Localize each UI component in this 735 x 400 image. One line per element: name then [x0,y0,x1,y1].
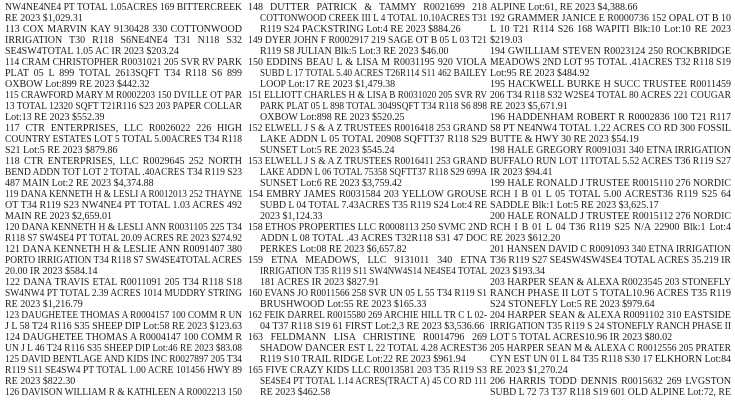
entry-line-text: RE 2023 $1,270.24 [490,365,568,376]
entry-line [248,288,487,299]
entry-line-text: 154 EMBRY JAMES R0031584 203 YELLOW GROUSE [248,189,487,200]
entry-line [490,288,731,299]
entry-line-text: SUBD L 72 73 T37 R118 S19 601 OLD ALPINE Lot:72, RE [490,387,731,398]
entry-line [248,376,487,387]
listing-entry [490,211,731,244]
entry-line [5,310,242,321]
entry-line [248,200,487,211]
entry-line [5,222,242,233]
entry-line-text: 153 ELWELL J S & A Z TRUSTEES R0016411 253 GRAND [248,156,487,167]
entry-line-text: 487 MAIN Lot:2 RE 2023 $4,374.88 [5,178,154,189]
entry-line-text: LAKE ADDN L 05 TOTAL 20908 SQFTT37 R118 S29 [260,134,487,145]
entry-line [248,134,487,145]
listing-entry [490,13,731,46]
entry-line [5,134,242,145]
entry-line [490,211,731,222]
text-column-3 [490,2,731,398]
entry-line-text: BUTTE & HWY 30 RE 2023 $54.19 [490,134,639,145]
entry-line-text: IRRIGATION T30 R118 S6NE4NE4 T31 N118 S32 [5,35,242,46]
entry-line-text: R118 S7 SW4SE4 PT TOTAL 20.09 ACRES RE 2023 $274.92 [5,233,242,244]
entry-line-text: 118 CTR ENTERPRISES, LLC R0029645 252 NORTH [5,156,242,167]
entry-line-text: 126 DAVISON WILLIAM R & KATHLEEN A R0002213 150 [5,387,242,398]
entry-line [5,233,242,244]
listing-entry [5,277,242,310]
entry-line [490,189,731,200]
entry-line-text: 198 HALE GREGORY R0091031 340 ETNA IRRIGATION [490,145,731,156]
entry-line-text: IRRIGATION T35 R119 S11 SW4NW4S14 NE4SE4 TOTAL [260,266,487,277]
listing-entry [248,90,487,123]
entry-line-text: 206 T34 R118 S32 W2SE4 TOTAL 80 ACRES 221 COUGAR [490,90,731,101]
entry-line-text: SUBD L 17 TOTAL 5.40 ACRES T26R114 S11 462 BAILEY [260,68,487,79]
entry-line [248,167,487,178]
entry-line [5,211,242,222]
entry-line-text: L 10 T21 R114 S26 168 WAPITI Blk:10 Lot:10 RE 2023 [490,24,731,35]
entry-line-text: 159 ETNA MEADOWS, LLC 9131011 340 ETNA [248,255,487,266]
entry-line-text: RE 2023 $822.30 [5,376,76,387]
entry-line-text: SHADOW DANCER EST L 22 TOTAL 4.28 ACREST36 [260,343,487,354]
entry-line [5,46,242,57]
entry-line [490,134,731,145]
entry-line [490,255,731,266]
listing-entry [5,387,242,398]
entry-line-text: RE 2023 $612.20 [490,233,561,244]
entry-line [5,244,242,255]
entry-line-text: SE4SE4 PT TOTAL 1.14 ACRES(TRACT A) 45 CO RD 111 [260,376,487,387]
listing-entry [248,222,487,255]
entry-line-text: 160 EVANS JO R0011566 258 SVR UN 05 L 55 T34 R119 S1 [248,288,487,299]
entry-line [490,387,731,398]
entry-line [248,365,487,376]
entry-line-text: COUNTRY ESTATES LOT 5 TOTAL 5.00ACRES T34 R118 [5,134,242,145]
entry-line [5,156,242,167]
listing-entry [248,57,487,90]
listing-entry [490,2,731,13]
listing-entry [248,35,487,57]
entry-line [490,101,731,112]
entry-line-text: MEADOWS 2ND LOT 95 TOTAL .41ACRES T32 R118 S19 [490,57,731,68]
entry-line [5,189,242,200]
entry-line [5,299,242,310]
entry-line-text: ALPINE Lot:61, RE 2023 $4,388.66 [490,2,638,13]
entry-line-text: LOT 5 TOTAL ACRES10.96 IR 2023 $80.02 [490,332,673,343]
entry-line-text: 194 GWILLIAM STEVEN R0023124 250 ROCKBRIDGE [490,46,731,57]
entry-line-text: COTTONWOOD CREEK III L 4 TOTAL 10.10ACRES T31 [260,13,487,24]
entry-line [5,288,242,299]
entry-line [5,79,242,90]
entry-line-text: RCH I B 01 L 04 T36 R119 S25 N/A 22900 Blk:1 Lot:4 [490,222,731,233]
listing-entry [5,156,242,189]
listing-entry [248,288,487,310]
listing-entry [248,189,487,222]
entry-line [5,178,242,189]
entry-line [248,321,487,332]
entry-line-text: R119 S8 JULIAN Blk:5 Lot:3 RE 2023 $46.00 [260,46,449,57]
entry-line [248,343,487,354]
listing-entry [490,46,731,79]
entry-line-text: PORTO IRRIGATION T34 R118 S7 SW4SE4TOTAL ACRES [5,255,242,266]
entry-line [248,13,487,24]
entry-line [248,79,487,90]
entry-line [248,123,487,134]
entry-line [5,101,242,112]
entry-line-text: SE4SW4TOTAL 1.05 AC IR 2023 $203.24 [5,46,179,57]
entry-line [490,145,731,156]
entry-line [248,57,487,68]
entry-line-text: S8 PT NE4NW4 TOTAL 1.22 ACRES CO RD 300 FOSSIL [490,123,731,134]
entry-line-text: LOOP Lot:17 RE 2023 $1,479.38 [260,79,396,90]
entry-line [490,343,731,354]
entry-line-text: RCH I B 01 L 05 TOTAL 5.00 ACREST36 R119 S25 64 [490,189,731,200]
entry-line-text: 151 ELLIOTT CHARLES H & LISA B R0031020 205 SVR RV [248,90,487,101]
listing-entry [5,244,242,277]
entry-line-text: R119 S24 PACKSTRING Lot:4 RE 2023 $884.26 [260,24,461,35]
entry-line [490,35,731,46]
entry-line-text: SW4NW4 PT TOTAL 2.39 ACRES 1014 MUDDRY STRING [5,288,242,299]
entry-line-text: MAIN RE 2023 $2,659.01 [5,211,112,222]
entry-line-text: PERKES Lot:08 RE 2023 $6,657.82 [260,244,407,255]
entry-line [490,90,731,101]
listing-entry [490,145,731,178]
listing-entry [5,332,242,354]
entry-line [490,222,731,233]
entry-line [248,299,487,310]
entry-line-text: 162 FEIK DARREL R0015580 269 ARCHIE HILL TR C L 02- [248,310,487,321]
entry-line-text: 205 HARPER SEAN M & ALEXA C R0012556 205 PRATER [490,343,731,354]
listing-entry [490,343,731,376]
entry-line [5,145,242,156]
entry-line-text: 124 DAUGHETEE THOMAS A R0004147 100 COMM R [5,332,242,343]
entry-line-text: IR 2023 $94.41 [490,167,553,178]
entry-line [490,24,731,35]
entry-line-text: 119 DANA KENNETH H & LESLI A R0012013 252 THAYNE [5,189,242,200]
listing-entry [248,2,487,35]
entry-line [248,244,487,255]
listing-entry [248,365,487,398]
listing-entry [490,310,731,343]
entry-line [248,101,487,112]
entry-line [248,332,487,343]
entry-line [248,90,487,101]
entry-line [490,79,731,90]
text-column-2 [248,2,487,398]
listing-entry [248,310,487,332]
entry-line-text: 2023 $1,124.33 [260,211,323,222]
entry-line [248,68,487,79]
entry-line-text: 13 TOTAL 12320 SQFT T21R116 S23 203 PAPER COLLAR [5,101,242,112]
entry-line-text: 123 DAUGHETEE THOMAS A R0004157 100 COMM R UN [5,310,242,321]
listing-entry [248,156,487,189]
entry-line-text: 165 FIVE CRAZY KIDS LLC R0013581 203 T35 R119 S3 [248,365,487,376]
entry-line-text: S21 Lot:5 RE 2023 $879.86 [5,145,118,156]
listing-entry [248,123,487,156]
entry-line [248,189,487,200]
entry-line-text: 204 HARPER SEAN & ALEXA R0091102 310 EASTSIDE [490,310,731,321]
entry-line [248,387,487,398]
entry-line-text: RE 2023 $5,671.91 [490,101,568,112]
entry-line-text: S24 STONEFLY Lot:5 RE 2023 $979.64 [490,299,655,310]
entry-line [490,2,731,13]
listing-entry [490,112,731,145]
entry-line-text: 115 CRAWFORD MARY M R0002203 150 DVILLE OT PAR [5,90,242,101]
entry-line [5,13,242,24]
entry-line [248,156,487,167]
entry-line [248,145,487,156]
entry-line [490,354,731,365]
entry-line-text: UN J L 46 T24 R116 S35 SHEEP DIP Lot:46 RE 2023 $83.08 [5,343,242,354]
listing-entry [490,178,731,211]
entry-line-text: 199 HALE RONALD J TRUSTEE R0015110 276 NORDIC [490,178,731,189]
listing-entry [490,79,731,112]
entry-line-text: RE 2023 $462.58 [260,387,331,398]
listing-entry [5,354,242,387]
entry-line-text: 121 DANA KENNETH H & LESLIE ANN R0091407 380 [5,244,242,255]
entry-line [5,35,242,46]
entry-line-text: IRRIGATION T35 R119 S 24 STONEFLY RANCH PHASE II [490,321,731,332]
entry-line [5,200,242,211]
entry-line-text: NW4NE4NE4 PT TOTAL 1.05ACRES 169 BITTERCREEK [5,2,242,13]
listing-entry [248,332,487,365]
entry-line-text: PLAT 05 L 899 TOTAL 2613SQFT T34 R118 S6 899 [5,68,242,79]
entry-line-text: 196 HADDENHAM ROBERT R R0002836 100 T21 R117 [490,112,731,123]
entry-line-text: R119 S11 SE4SW4 PT TOTAL 1.00 ACRE 101456 HWY 89 [5,365,242,376]
entry-line-text: RE 2023 $1,216.79 [5,299,83,310]
entry-line-text: SUBD L 04 TOTAL 7.43ACRES T35 R119 S24 Lot:4 RE [260,200,487,211]
entry-line-text: R119 S10 TRAIL RIDGE Lot:22 RE 2023 $961.94 [260,354,466,365]
entry-line-text: 163 FELDMANN LISA CHRISTINE R0014796 269 [248,332,487,343]
listing-entry [5,123,242,156]
entry-line [5,57,242,68]
listing-entry [490,244,731,277]
listing-entry [5,189,242,222]
entry-line [490,57,731,68]
entry-line [490,365,731,376]
text-column-1 [5,2,242,398]
entry-line [248,233,487,244]
entry-line-text: 20.00 IR 2023 $584.14 [5,266,98,277]
entry-line [248,2,487,13]
entry-line-text: 148 DUTTER PATRICK & TAMMY R0021699 218 [248,2,487,13]
entry-line-text: OXBOW Lot:898 RE 2023 $520.25 [260,112,405,123]
entry-line [5,365,242,376]
entry-line-text: 122 DANA TRAVIS ETAL R0011091 205 T34 R118 S18 [5,277,242,288]
entry-line [490,310,731,321]
listing-entry [248,255,487,288]
entry-line-text: Lot:95 RE 2023 $484.92 [490,68,590,79]
entry-line [5,90,242,101]
entry-line [490,299,731,310]
entry-line [248,211,487,222]
listing-entry [490,277,731,310]
entry-line-text: RE 2023 $1,029.31 [5,13,83,24]
entry-line [490,321,731,332]
entry-line [248,222,487,233]
entry-line-text: BEND ADDN TOT LOT 2 TOTAL .40ACRES T34 R119 S23 [5,167,242,178]
entry-line [248,178,487,189]
entry-line [5,167,242,178]
entry-line [490,266,731,277]
entry-line-text: ADDN L 08 TOTAL .43 ACRES T32R118 S31 47 DOC [260,233,487,244]
entry-line-text: 149 DYER JOHN F R0002917 219 SAGE OT B 05 L 03 T21 [248,35,487,46]
listing-entry [5,90,242,123]
entry-line [248,112,487,123]
entry-line-text: 206 HARRIS TODD DENNIS R0015632 269 LVGSTON [490,376,731,387]
entry-line [490,200,731,211]
entry-line-text: $219.03 [490,35,523,46]
entry-line-text: SADDLE Blk:1 Lot:5 RE 2023 $3,625.17 [490,200,659,211]
listing-entry [5,2,242,24]
entry-line-text: 04 T37 R118 S19 61 FIRST Lot:2,3 RE 2023 $3,536.66 [260,321,485,332]
entry-line [5,255,242,266]
entry-line [490,68,731,79]
entry-line-text: 120 DANA KENNETH H & LESLI ANN R0031105 225 T34 [5,222,242,233]
entry-line-text: 152 ELWELL J S & A Z TRUSTEES R0016418 253 GRAND [248,123,487,134]
entry-line [5,376,242,387]
entry-line-text: 181 ACRES IR 2023 $827.91 [260,277,380,288]
entry-line-text: PARK PLAT 05 L 898 TOTAL 3049SQFT T34 R118 S6 898 [260,101,487,112]
entry-line [490,46,731,57]
entry-line-text: 200 HALE RONALD J TRUSTEE R0015112 276 NORDIC [490,211,731,222]
listing-entry [5,57,242,90]
entry-line [490,167,731,178]
entry-line [490,244,731,255]
entry-line [490,123,731,134]
entry-line-text: SUNSET Lot:5 RE 2023 $545.24 [260,145,395,156]
entry-line [490,156,731,167]
entry-line [5,68,242,79]
entry-line [5,266,242,277]
entry-line [5,321,242,332]
entry-line-text: 158 ETHOS PROPERTIES LLC R0008113 250 SVMC 2ND [248,222,487,233]
entry-line-text: 195 HACKWELL BURKE H SUCC TRUSTEE R0011459 [490,79,731,90]
entry-line-text: 113 COX MARVIN KAY 9130428 330 COTTONWOOD [5,24,242,35]
entry-line [5,2,242,13]
entry-line [248,46,487,57]
entry-line-text: 192 GRAMMER JANICE E R0000736 152 OPAL OT B 10 [490,13,731,24]
entry-line [490,112,731,123]
entry-line [490,233,731,244]
listing-entry [490,376,731,398]
listing-entry [5,24,242,57]
entry-line-text: OT T34 R119 S23 NW4NE4 PT TOTAL 1.03 ACRES 492 [5,200,242,211]
entry-line [248,24,487,35]
entry-line-text: 2023 $193.34 [490,266,545,277]
entry-line [5,277,242,288]
entry-line-text: 125 DAVID BENTLAGE AND KIDS INC R0027897 205 T34 [5,354,242,365]
entry-line-text: 117 CTR ENTERPRISES, LLC R0026022 226 HIGH [5,123,242,134]
entry-line [248,310,487,321]
listing-entry [5,222,242,244]
entry-line [5,112,242,123]
entry-line [248,255,487,266]
listing-entry [5,310,242,332]
entry-line [248,354,487,365]
entry-line-text: OXBOW Lot:899 RE 2023 $442.32 [5,79,150,90]
entry-line-text: J L 58 T24 R116 S35 SHEEP DIP Lot:58 RE 2023 $123.63 [5,321,242,332]
entry-line [248,266,487,277]
entry-line-text: 114 CRAM CHRISTOPHER R0031021 205 SVR RV PARK [5,57,242,68]
entry-line-text: 201 HANSEN DAVID C R0091093 340 ETNA IRRIGATION [490,244,731,255]
entry-line [490,13,731,24]
entry-line-text: RANCH PHASE II LOT 5 TOTAL10.96 ACRES T35 R119 [490,288,731,299]
entry-line-text: SUNSET Lot:6 RE 2023 $3,759.42 [260,178,403,189]
entry-line-text: BUFFALO RUN LOT 11TOTAL 5.52 ACRES T36 R119 S27 [490,156,731,167]
entry-line [248,35,487,46]
entry-line [5,24,242,35]
entry-line [490,178,731,189]
entry-line-text: 203 HARPER SEAN & ALEXA R0023545 203 STONEFLY [490,277,731,288]
entry-line [5,387,242,398]
entry-line-text: 150 EDDINS BEAU L & LISA M R0031195 920 VIOLA [248,57,487,68]
entry-line-text: Lot:13 RE 2023 $552.39 [5,112,105,123]
entry-line-text: LAKE ADDN L 06 TOTAL 75358 SQFTT37 R118 S29 699A [260,167,487,178]
entry-line [490,277,731,288]
entry-line [248,277,487,288]
entry-line [5,123,242,134]
entry-line-text: CYN EST UN 01 L 84 T35 R118 S30 17 ELKHORN Lot:84 [490,354,731,365]
entry-line-text: T36 R119 S27 SE4SW4SW4SE4 TOTAL ACRES 35.219 IR [490,255,731,266]
entry-line [490,376,731,387]
entry-line-text: BRUSHWOOD Lot:55 RE 2023 $165.33 [260,299,427,310]
entry-line [490,332,731,343]
entry-line [5,343,242,354]
entry-line [5,332,242,343]
entry-line [5,354,242,365]
